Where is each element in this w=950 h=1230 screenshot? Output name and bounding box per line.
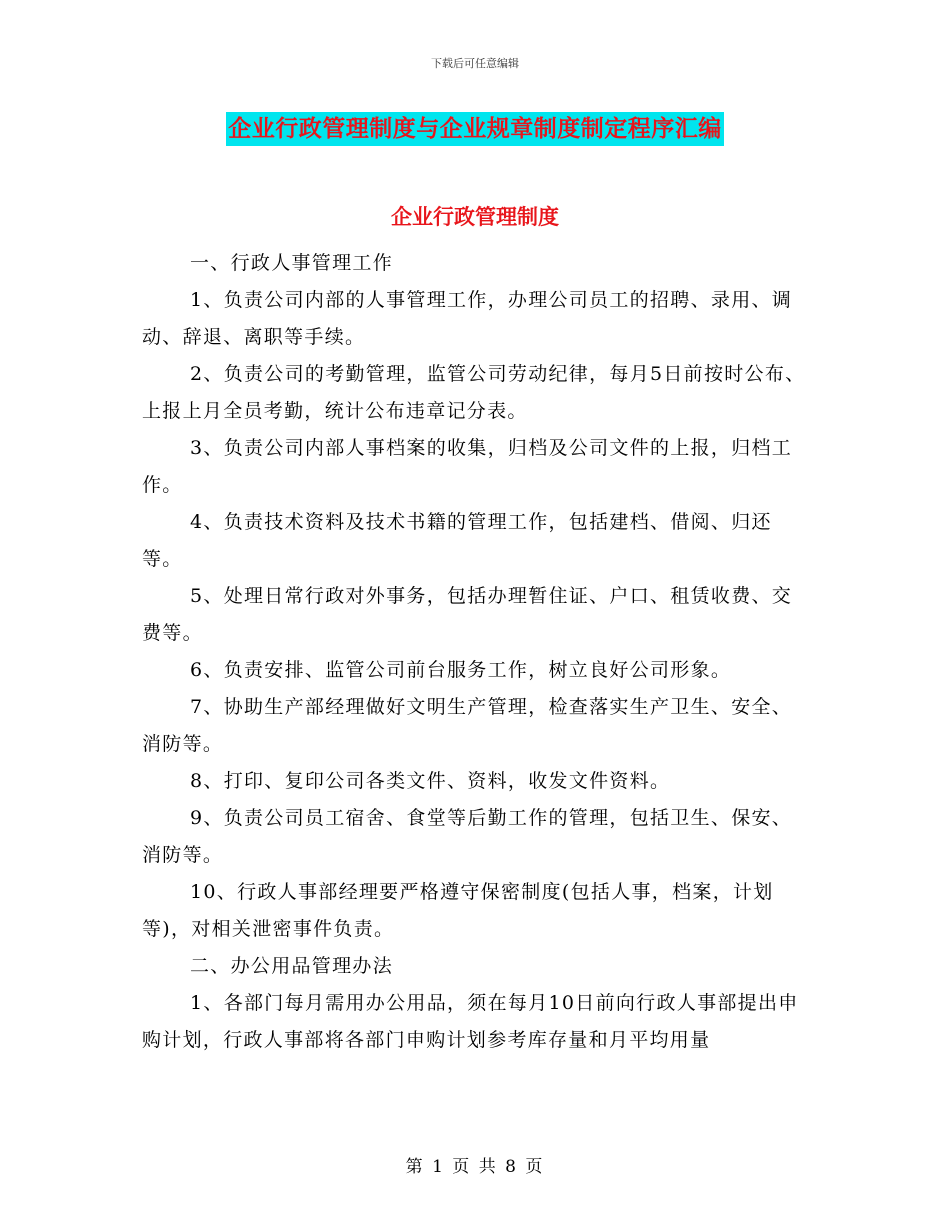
paragraph-7: 7、协助生产部经理做好文明生产管理，检查落实生产卫生、安全、消防等。 <box>142 696 793 755</box>
paragraph-4: 4、负责技术资料及技术书籍的管理工作，包括建档、借阅、归还等。 <box>142 511 772 570</box>
paragraph-3: 3、负责公司内部人事档案的收集，归档及公司文件的上报，归档工作。 <box>142 437 793 496</box>
section-title: 企业行政管理制度 <box>391 205 559 229</box>
paragraph-6: 6、负责安排、监管公司前台服务工作，树立良好公司形象。 <box>190 659 732 681</box>
main-title: 企业行政管理制度与企业规章制度制定程序汇编 <box>226 112 724 146</box>
main-title-wrap <box>0 112 950 146</box>
paragraph-10: 10、行政人事部经理要严格遵守保密制度(包括人事，档案，计划等)，对相关泄密事件负责。 <box>142 881 774 940</box>
paragraph-5: 5、处理日常行政对外事务，包括办理暂住证、户口、租赁收费、交费等。 <box>142 585 793 644</box>
page-footer: 第 1 页 共 8 页 <box>405 1157 545 1177</box>
heading-administration: 一、行政人事管理工作 <box>190 252 394 274</box>
paragraph-8: 8、打印、复印公司各类文件、资料，收发文件资料。 <box>190 770 671 792</box>
paragraph-supplies-1: 1、各部门每月需用办公用品，须在每月10日前向行政人事部提出申购计划，行政人事部将各部门申购计划参考库存量和月平均用量 <box>142 992 799 1051</box>
paragraph-9: 9、负责公司员工宿舍、食堂等后勤工作的管理，包括卫生、保安、消防等。 <box>142 807 793 866</box>
paragraph-2: 2、负责公司的考勤管理，监管公司劳动纪律，每月5日前按时公布、上报上月全员考勤，统计公布违章记分表。 <box>142 363 806 422</box>
paragraph-1: 1、负责公司内部的人事管理工作，办理公司员工的招聘、录用、调动、辞退、离职等手续。 <box>142 289 793 348</box>
heading-office-supplies: 二、办公用品管理办法 <box>190 955 394 977</box>
header-note: 下载后可任意编辑 <box>431 57 519 70</box>
body-text <box>142 245 810 1059</box>
